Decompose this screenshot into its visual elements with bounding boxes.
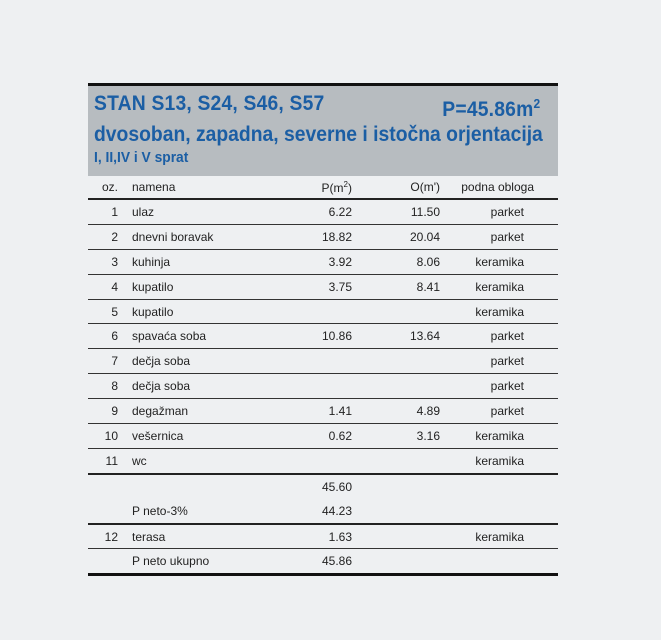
row-oz: 2 xyxy=(88,224,132,249)
row-name: vešernica xyxy=(132,424,282,449)
row-p: 18.82 xyxy=(282,224,360,249)
col-name: namena xyxy=(132,180,176,194)
row-floor: parket xyxy=(446,224,558,249)
row-p xyxy=(282,374,360,399)
row-oz: 1 xyxy=(88,199,132,224)
table-header-row xyxy=(88,176,558,199)
row-name: kupatilo xyxy=(132,299,282,324)
table-row xyxy=(88,274,558,299)
row-p xyxy=(282,448,360,473)
table-row xyxy=(88,324,558,349)
row-name: ulaz xyxy=(132,199,282,224)
row-floor: keramika xyxy=(446,299,558,324)
table-row xyxy=(88,249,558,274)
row-oz: 9 xyxy=(88,399,132,424)
row-p: 10.86 xyxy=(282,324,360,349)
row-o: 11.50 xyxy=(360,199,446,224)
terrace-name: terasa xyxy=(132,524,282,549)
row-p xyxy=(282,299,360,324)
col-o: O(m') xyxy=(410,180,440,194)
row-oz: 6 xyxy=(88,324,132,349)
apartment-title: STAN S13, S24, S46, S57 xyxy=(94,92,325,115)
row-o: 8.41 xyxy=(360,274,446,299)
row-name: degažman xyxy=(132,399,282,424)
table-row xyxy=(88,424,558,449)
total-neto-label: P neto ukupno xyxy=(132,549,282,575)
table-row xyxy=(88,374,558,399)
row-floor: parket xyxy=(446,199,558,224)
neto-row xyxy=(88,499,558,524)
col-p-sup: 2 xyxy=(343,179,348,189)
row-floor: parket xyxy=(446,399,558,424)
col-p-close: ) xyxy=(348,180,352,195)
row-p: 1.41 xyxy=(282,399,360,424)
terrace-row xyxy=(88,524,558,549)
row-oz: 10 xyxy=(88,424,132,449)
row-name: kupatilo xyxy=(132,274,282,299)
row-p: 0.62 xyxy=(282,424,360,449)
apartment-card xyxy=(88,83,558,576)
row-o: 3.16 xyxy=(360,424,446,449)
row-o xyxy=(360,349,446,374)
apartment-subtitle: dvosoban, zapadna, severne i istočna orjentacija xyxy=(94,123,543,146)
table-row xyxy=(88,349,558,374)
row-floor: keramika xyxy=(446,448,558,473)
row-oz: 4 xyxy=(88,274,132,299)
area-unit-sup: 2 xyxy=(533,96,541,111)
terrace-p: 1.63 xyxy=(282,524,360,549)
apartment-floors: I, II,IV i V sprat xyxy=(94,149,189,166)
col-floor: podna obloga xyxy=(461,180,534,194)
row-o: 4.89 xyxy=(360,399,446,424)
row-o xyxy=(360,374,446,399)
row-oz: 8 xyxy=(88,374,132,399)
col-p-label: P(m xyxy=(321,180,344,195)
row-floor: keramika xyxy=(446,274,558,299)
row-p: 3.92 xyxy=(282,249,360,274)
row-name: dečja soba xyxy=(132,374,282,399)
row-name: dnevni boravak xyxy=(132,224,282,249)
sum-value: 45.60 xyxy=(321,479,352,494)
row-name: wc xyxy=(132,448,282,473)
row-p: 6.22 xyxy=(282,199,360,224)
row-o: 8.06 xyxy=(360,249,446,274)
row-floor: parket xyxy=(446,374,558,399)
terrace-floor: keramika xyxy=(446,524,558,549)
row-o: 13.64 xyxy=(360,324,446,349)
rooms-table xyxy=(88,176,558,576)
table-row xyxy=(88,299,558,324)
apartment-header xyxy=(88,83,558,176)
row-oz: 11 xyxy=(88,448,132,473)
row-p xyxy=(282,349,360,374)
table-row xyxy=(88,399,558,424)
title-line xyxy=(94,92,555,122)
table-row xyxy=(88,448,558,473)
neto-label: P neto-3% xyxy=(132,499,282,524)
row-oz: 5 xyxy=(88,299,132,324)
row-name: spavaća soba xyxy=(132,324,282,349)
col-p xyxy=(282,176,360,199)
row-oz: 7 xyxy=(88,349,132,374)
row-floor: parket xyxy=(446,349,558,374)
area-value: P=45.86m xyxy=(442,98,534,121)
col-oz: oz. xyxy=(101,180,118,194)
neto-value: 44.23 xyxy=(282,499,360,524)
row-floor: keramika xyxy=(446,424,558,449)
row-p: 3.75 xyxy=(282,274,360,299)
row-o xyxy=(360,299,446,324)
row-name: dečja soba xyxy=(132,349,282,374)
terrace-oz: 12 xyxy=(88,524,132,549)
sum-row xyxy=(88,474,558,499)
total-neto-row xyxy=(88,549,558,575)
row-o: 20.04 xyxy=(360,224,446,249)
row-oz: 3 xyxy=(88,249,132,274)
row-name: kuhinja xyxy=(132,249,282,274)
row-o xyxy=(360,448,446,473)
total-neto-value: 45.86 xyxy=(282,549,360,575)
table-row xyxy=(88,224,558,249)
apartment-area xyxy=(442,92,555,122)
table-row xyxy=(88,199,558,224)
row-floor: keramika xyxy=(446,249,558,274)
row-floor: parket xyxy=(446,324,558,349)
